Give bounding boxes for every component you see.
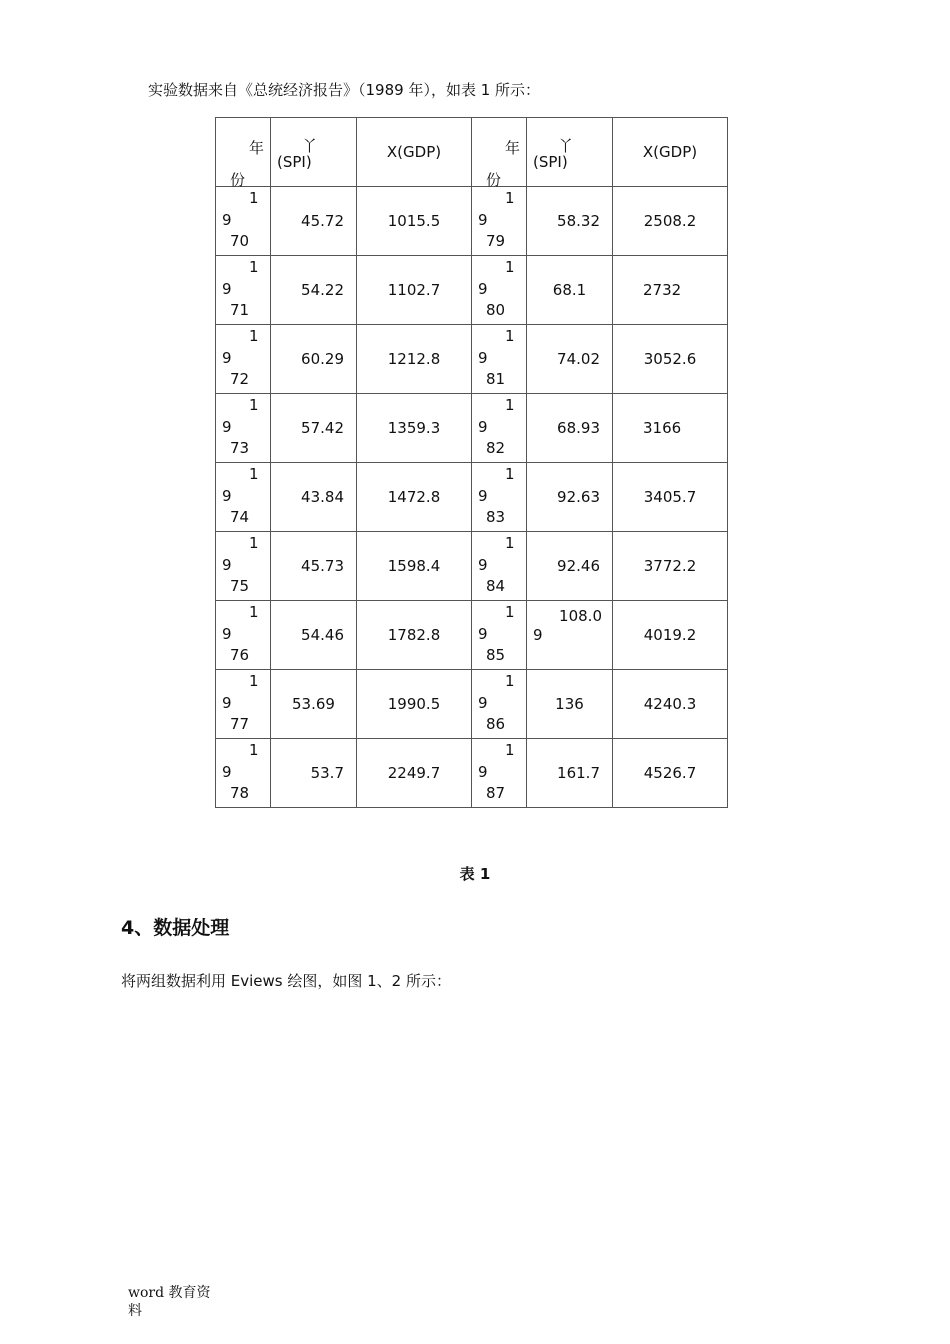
y-value-right: 68.93 (527, 394, 613, 463)
y-value-left: 53.69 (271, 670, 357, 739)
section-heading: 4、数据处理 (121, 917, 230, 939)
x-value-right: 4526.7 (613, 739, 728, 808)
y-value-right: 58.32 (527, 187, 613, 256)
y-value-left: 54.46 (271, 601, 357, 670)
y-value-right: 74.02 (527, 325, 613, 394)
table-row (216, 325, 728, 394)
year-cell-right: 1 9 83 (472, 463, 527, 532)
x-value-left: 1598.4 (357, 532, 472, 601)
x-value-right: 4019.2 (613, 601, 728, 670)
year-cell-left: 1 9 78 (216, 739, 271, 808)
table-row (216, 532, 728, 601)
y-value-right: 136 (527, 670, 613, 739)
year-cell-left: 1 9 76 (216, 601, 271, 670)
header-x-right: X(GDP) (613, 118, 728, 187)
y-value-left: 45.73 (271, 532, 357, 601)
x-value-right: 2508.2 (613, 187, 728, 256)
year-cell-right: 1 9 81 (472, 325, 527, 394)
x-value-left: 1212.8 (357, 325, 472, 394)
y-value-right: 92.46 (527, 532, 613, 601)
y-value-left: 60.29 (271, 325, 357, 394)
year-cell-right: 1 9 86 (472, 670, 527, 739)
x-value-left: 1782.8 (357, 601, 472, 670)
y-value-left: 57.42 (271, 394, 357, 463)
y-value-left: 45.72 (271, 187, 357, 256)
body-paragraph: 将两组数据利用 Eviews 绘图，如图 1、2 所示： (121, 972, 451, 990)
header-year-right: 年 份 (472, 118, 527, 187)
y-value-left: 53.7 (271, 739, 357, 808)
year-cell-left: 1 9 74 (216, 463, 271, 532)
table-row (216, 394, 728, 463)
year-cell-right: 1 9 85 (472, 601, 527, 670)
y-value-right: 161.7 (527, 739, 613, 808)
x-value-left: 1359.3 (357, 394, 472, 463)
year-cell-left: 1 9 72 (216, 325, 271, 394)
table-row (216, 256, 728, 325)
y-value-right: 108.0 9 (527, 601, 613, 670)
x-value-right: 3166 (613, 394, 728, 463)
x-value-left: 2249.7 (357, 739, 472, 808)
y-value-left: 43.84 (271, 463, 357, 532)
year-cell-right: 1 9 79 (472, 187, 527, 256)
year-cell-left: 1 9 70 (216, 187, 271, 256)
header-y-right: 丫 (SPI) (527, 118, 613, 187)
x-value-right: 2732 (613, 256, 728, 325)
table-row (216, 187, 728, 256)
table-row (216, 739, 728, 808)
header-y-left: 丫 (SPI) (271, 118, 357, 187)
header-year-left: 年 份 (216, 118, 271, 187)
year-cell-right: 1 9 84 (472, 532, 527, 601)
x-value-right: 4240.3 (613, 670, 728, 739)
year-cell-left: 1 9 75 (216, 532, 271, 601)
year-cell-left: 1 9 73 (216, 394, 271, 463)
y-value-left: 54.22 (271, 256, 357, 325)
x-value-left: 1472.8 (357, 463, 472, 532)
y-value-right: 68.1 (527, 256, 613, 325)
x-value-left: 1102.7 (357, 256, 472, 325)
x-value-left: 1990.5 (357, 670, 472, 739)
table-caption: 表 1 (459, 865, 491, 883)
x-value-right: 3772.2 (613, 532, 728, 601)
year-cell-left: 1 9 71 (216, 256, 271, 325)
x-value-right: 3405.7 (613, 463, 728, 532)
year-cell-right: 1 9 87 (472, 739, 527, 808)
header-x-left: X(GDP) (357, 118, 472, 187)
table-row (216, 601, 728, 670)
data-table (215, 117, 728, 808)
table-row (216, 670, 728, 739)
footer-text: word 教育资料 (128, 1285, 211, 1319)
table-header-row (216, 118, 728, 187)
x-value-left: 1015.5 (357, 187, 472, 256)
x-value-right: 3052.6 (613, 325, 728, 394)
year-cell-right: 1 9 80 (472, 256, 527, 325)
year-cell-right: 1 9 82 (472, 394, 527, 463)
intro-text: 实验数据来自《总统经济报告》（1989 年），如表 1 所示： (148, 81, 541, 99)
year-cell-left: 1 9 77 (216, 670, 271, 739)
table-row (216, 463, 728, 532)
y-value-right: 92.63 (527, 463, 613, 532)
